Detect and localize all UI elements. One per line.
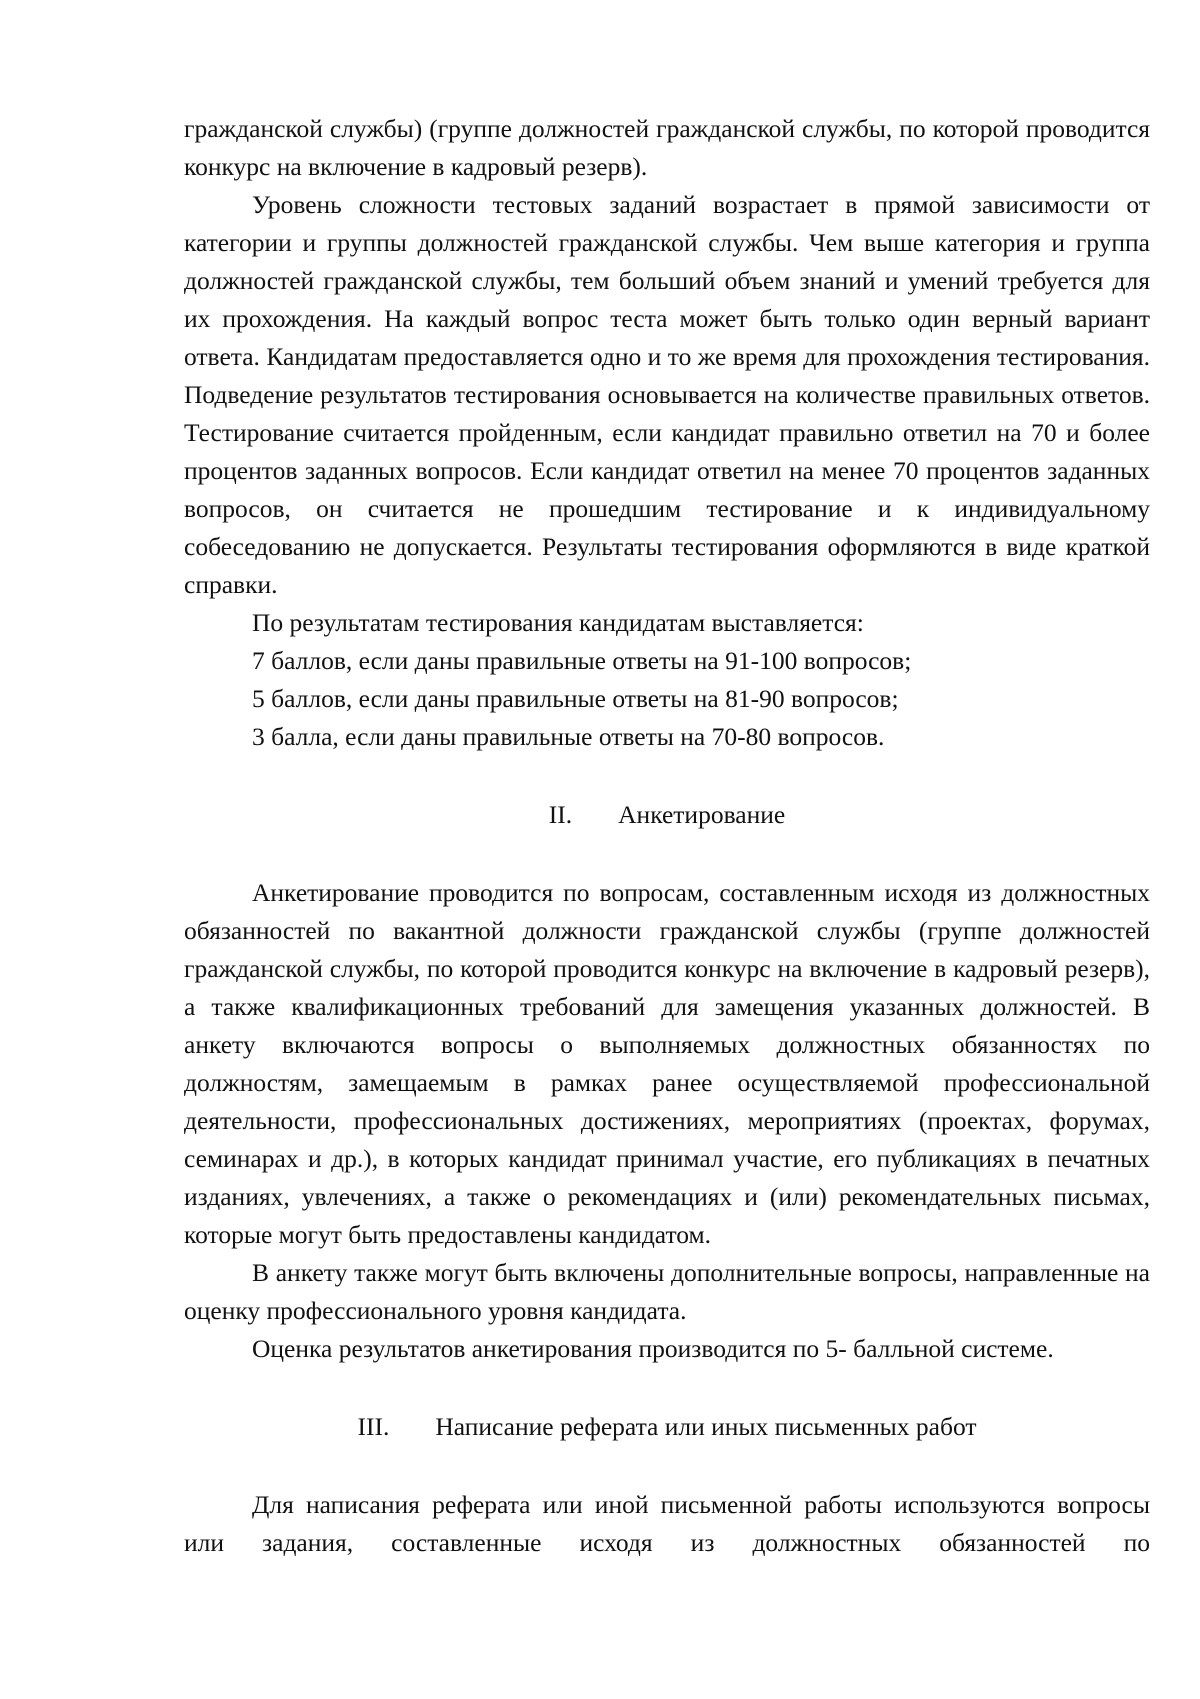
paragraph-continuation: гражданской службы) (группе должностей гражданской службы, по которой проводится конкурс на включение в кадровый резерв). [184,114,1150,181]
list-item: 5 баллов, если даны правильные ответы на 81-90 вопросов; [252,684,899,713]
paragraph-questionnaire: Анкетирование проводится по вопросам, составленным исходя из должностных обязанностей по вакантной должности гражданской службы (группе должностей гражданской службы, по которой проводится конкурс на включение в кадровый резерв), а также квалификационных требований для замещения указанных должностей. В анкету включаются вопросы о выполняемых должностных обязанностях по должностям, замещаемым в рамках ранее осуществляемой профессиональной деятельности, профессиональных достижениях, мероприятиях (проектах, форумах, семинарах и др.), в которых кандидат принимал участие, его публикациях в печатных изданиях, увлечениях, а также о рекомендациях и (или) рекомендательных письмах, которые могут быть предоставлены кандидатом. [184,878,1150,1249]
section-title: Написание реферата или иных письменных работ [435,1412,977,1441]
section-number: III. [357,1412,390,1441]
paragraph-questionnaire-scoring: Оценка результатов анкетирования производится по 5- балльной системе. [252,1334,1054,1363]
paragraph-questionnaire-extra: В анкету также могут быть включены дополнительные вопросы, направленные на оценку профессионального уровня кандидата. [184,1258,1150,1325]
list-item: 3 балла, если даны правильные ответы на 70-80 вопросов. [252,722,885,751]
paragraph-scoring-intro: По результатам тестирования кандидатам выставляется: [252,608,864,637]
document-page [184,110,1150,1562]
section-title: Анкетирование [618,800,786,829]
paragraph-essay: Для написания реферата или иной письменной работы используются вопросы или задания, составленные исходя из должностных обязанностей по [184,1490,1150,1557]
section-heading-3 [184,1408,1150,1446]
paragraph-testing-complexity: Уровень сложности тестовых заданий возрастает в прямой зависимости от категории и группы должностей гражданской службы. Чем выше категория и группа должностей гражданской службы, тем больший объем знаний и умений требуется для их прохождения. На каждый вопрос теста может быть только один верный вариант ответа. Кандидатам предоставляется одно и то же время для прохождения тестирования. Подведение результатов тестирования основывается на количестве правильных ответов. Тестирование считается пройденным, если кандидат правильно ответил на 70 и более процентов заданных вопросов. Если кандидат ответил на менее 70 процентов заданных вопросов, он считается не прошедшим тестирование и к индивидуальному собеседованию не допускается. Результаты тестирования оформляются в виде краткой справки. [184,190,1150,599]
list-item: 7 баллов, если даны правильные ответы на 91-100 вопросов; [252,646,912,675]
section-heading-2 [184,796,1150,834]
section-number: II. [548,800,573,829]
